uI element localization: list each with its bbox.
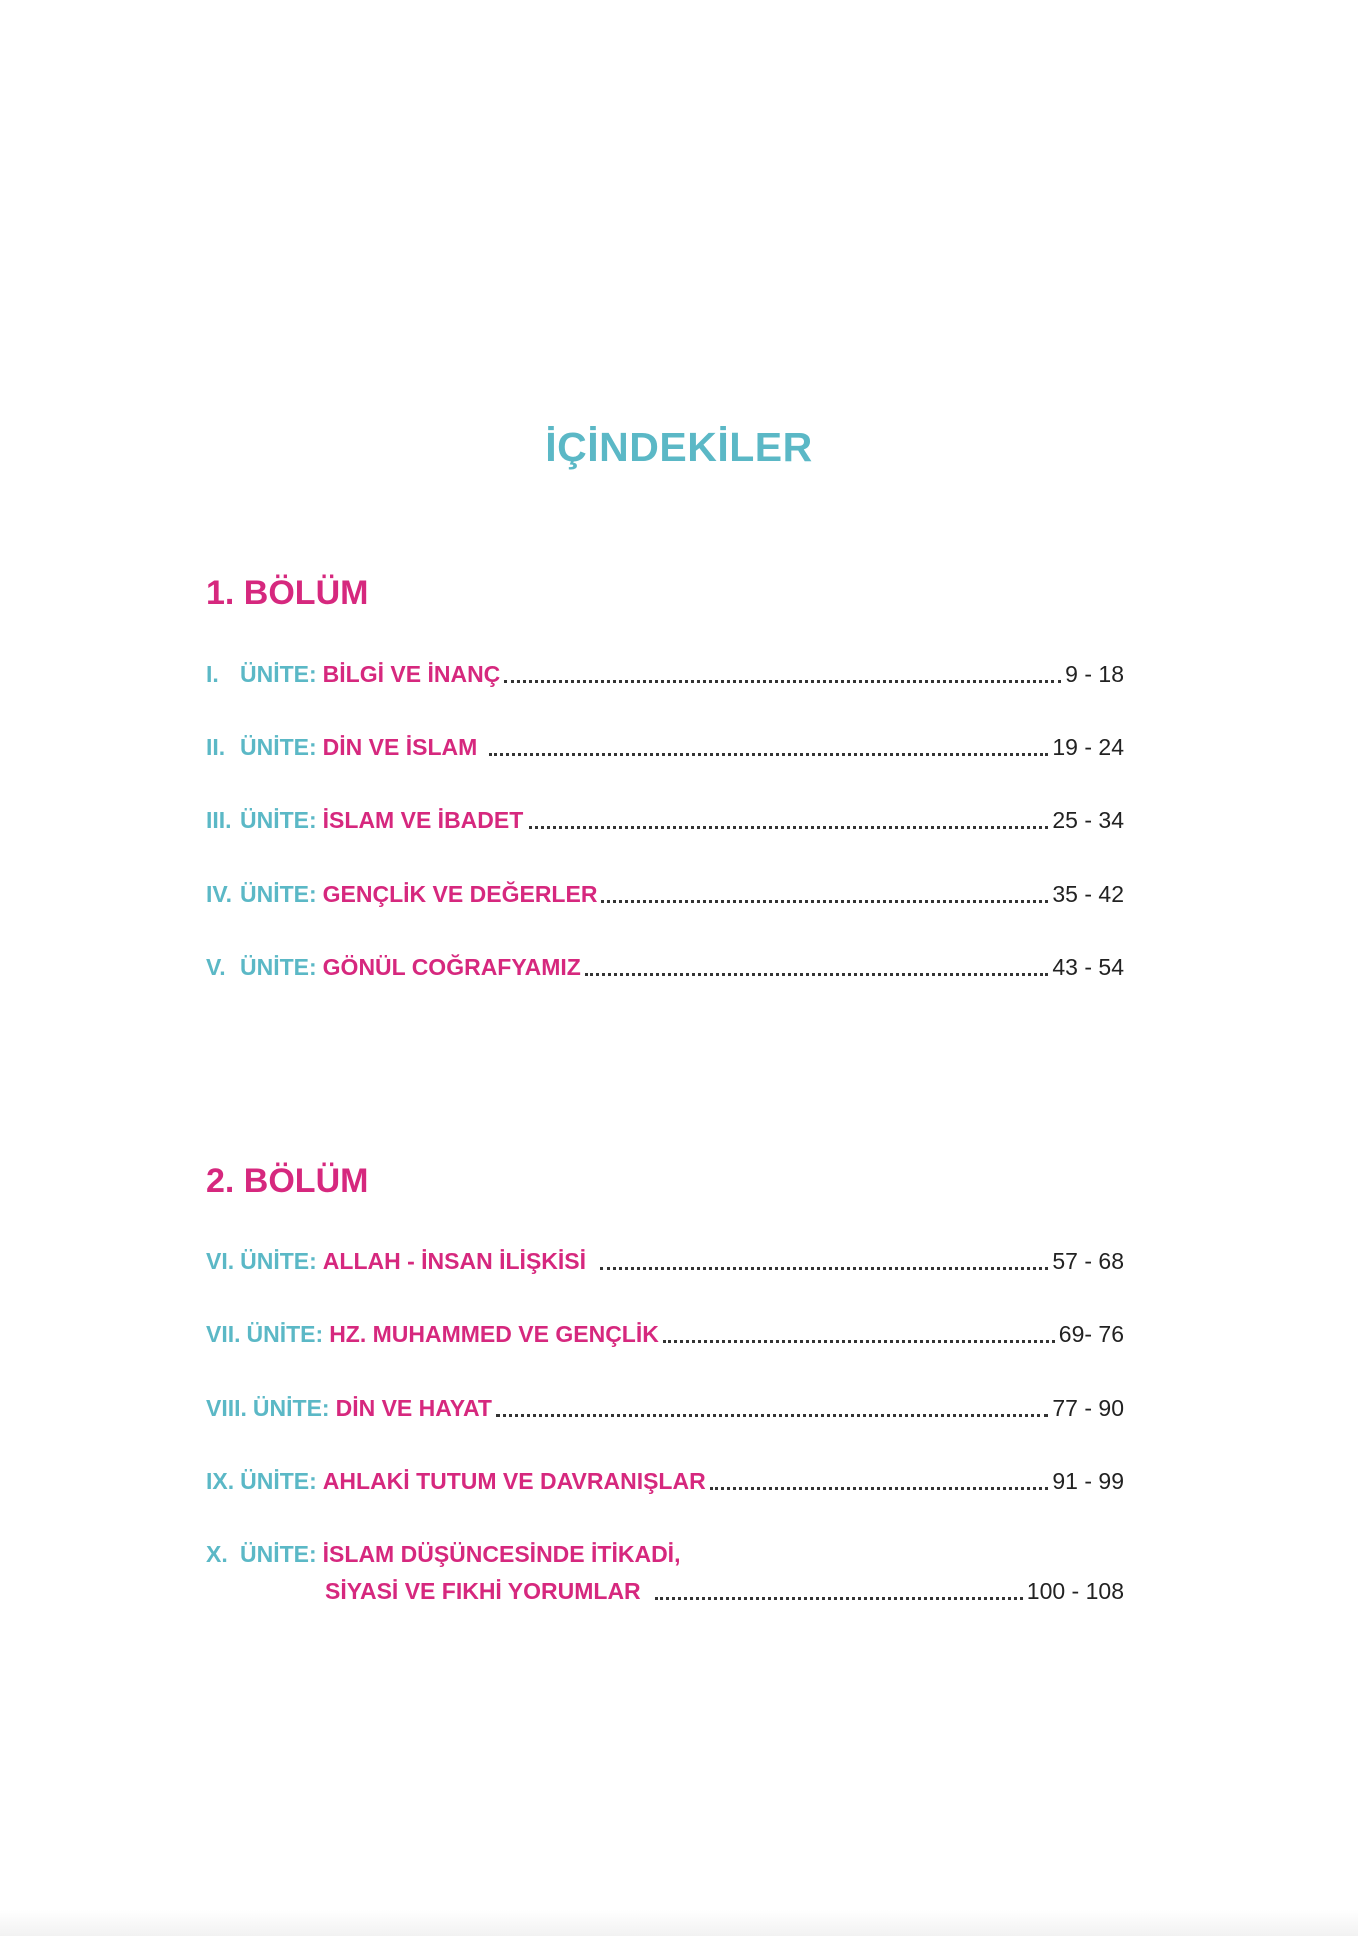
- unit-number: X.: [206, 1541, 228, 1567]
- page-range: 100 - 108: [1026, 1578, 1124, 1604]
- unit-label: ÜNİTE:: [252, 1395, 330, 1421]
- page-range: 35 - 42: [1052, 881, 1124, 907]
- unit-title: SİYASİ VE FIKHİ YORUMLAR: [325, 1578, 641, 1604]
- page-range: 77 - 90: [1052, 1395, 1124, 1421]
- page-range: 19 - 24: [1052, 734, 1124, 760]
- dot-leader: [710, 1487, 1049, 1490]
- toc-entry-10-line1[interactable]: [206, 1538, 680, 1568]
- unit-number: I.: [206, 661, 219, 687]
- unit-title: DİN VE HAYAT: [335, 1395, 492, 1421]
- toc-entry-10-line2[interactable]: [325, 1575, 1124, 1605]
- dot-leader: [655, 1597, 1023, 1600]
- unit-label: ÜNİTE:: [240, 1541, 317, 1567]
- unit-title: GÖNÜL COĞRAFYAMIZ: [322, 954, 581, 980]
- unit-number: IV.: [206, 881, 233, 907]
- toc-entry-7[interactable]: [206, 1318, 1124, 1348]
- dot-leader: [529, 826, 1048, 829]
- unit-number: III.: [206, 807, 232, 833]
- unit-label: ÜNİTE:: [240, 734, 317, 760]
- unit-label: ÜNİTE:: [240, 807, 317, 833]
- page-range: 91 - 99: [1052, 1468, 1124, 1494]
- toc-entry-1[interactable]: [206, 658, 1124, 688]
- toc-entry-5[interactable]: [206, 951, 1124, 981]
- page-range: 43 - 54: [1052, 954, 1124, 980]
- unit-number: II.: [206, 734, 226, 760]
- unit-label: ÜNİTE:: [240, 1468, 317, 1494]
- section-heading-2: 2. BÖLÜM: [206, 1162, 369, 1200]
- dot-leader: [504, 680, 1061, 683]
- dot-leader: [585, 973, 1049, 976]
- unit-number: VI.: [206, 1248, 235, 1274]
- page-range: 9 - 18: [1065, 661, 1124, 687]
- unit-label: ÜNİTE:: [240, 954, 317, 980]
- dot-leader: [600, 1267, 1048, 1270]
- toc-entry-3[interactable]: [206, 804, 1124, 834]
- unit-number: VII.: [206, 1321, 241, 1347]
- page-range: 57 - 68: [1052, 1248, 1124, 1274]
- unit-label: ÜNİTE:: [240, 881, 317, 907]
- unit-title: İSLAM VE İBADET: [322, 807, 524, 833]
- toc-entry-8[interactable]: [206, 1392, 1124, 1422]
- unit-label: ÜNİTE:: [240, 661, 317, 687]
- page-bottom-edge: [0, 1910, 1358, 1936]
- unit-number: IX.: [206, 1468, 235, 1494]
- unit-title: BİLGİ VE İNANÇ: [322, 661, 501, 687]
- toc-entry-9[interactable]: [206, 1465, 1124, 1495]
- toc-entry-2[interactable]: [206, 731, 1124, 761]
- unit-number: V.: [206, 954, 226, 980]
- unit-title: GENÇLİK VE DEĞERLER: [322, 881, 598, 907]
- toc-entry-4[interactable]: [206, 878, 1124, 908]
- unit-number: VIII.: [206, 1395, 247, 1421]
- toc-entry-6[interactable]: [206, 1245, 1124, 1275]
- dot-leader: [663, 1340, 1055, 1343]
- unit-title: HZ. MUHAMMED VE GENÇLİK: [329, 1321, 659, 1347]
- unit-title: DİN VE İSLAM: [322, 734, 478, 760]
- unit-title: ALLAH - İNSAN İLİŞKİSİ: [322, 1248, 587, 1274]
- dot-leader: [496, 1414, 1048, 1417]
- page-range: 25 - 34: [1052, 807, 1124, 833]
- dot-leader: [601, 900, 1048, 903]
- page-range: 69- 76: [1058, 1321, 1124, 1347]
- unit-title-line1: İSLAM DÜŞÜNCESİNDE İTİKADİ,: [322, 1541, 681, 1567]
- unit-label: ÜNİTE:: [240, 1248, 317, 1274]
- unit-title: AHLAKİ TUTUM VE DAVRANIŞLAR: [322, 1468, 706, 1494]
- dot-leader: [489, 753, 1048, 756]
- page-title: İÇİNDEKİLER: [545, 424, 813, 470]
- section-heading-1: 1. BÖLÜM: [206, 574, 369, 612]
- unit-label: ÜNİTE:: [246, 1321, 324, 1347]
